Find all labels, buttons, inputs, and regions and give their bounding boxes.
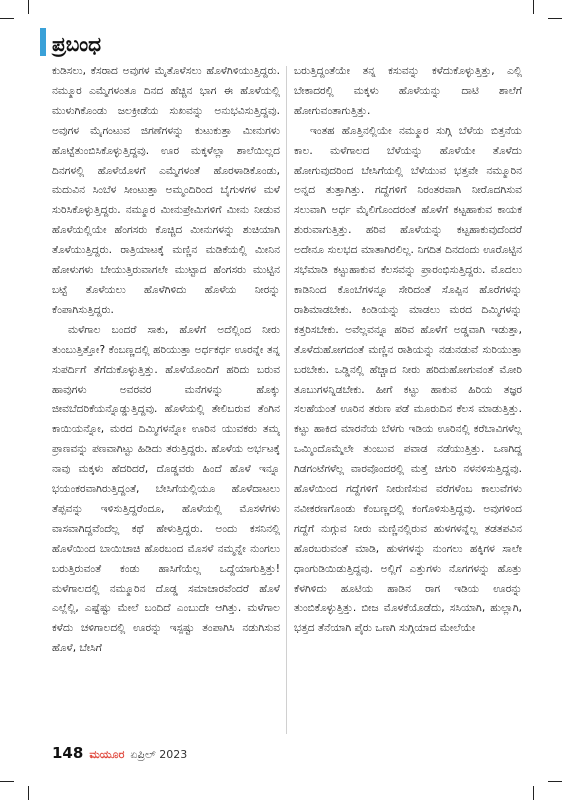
paragraph: ಇಂತಹ ಹೊತ್ತಿನಲ್ಲಿಯೇ ನಮ್ಮೂರ ಸುಗ್ಗಿ ಬೆಳೆಯ ಬಿತ್ತನೆಯ ಕಾಲ. ಮಳೆಗಾಲದ ಬೆಳೆಯನ್ನು ಹೊಳೆಯೇ ತೊಳೆದು ಹೋಗುವುದರಿಂದ ಬೇಸಿಗೆಯಲ್ಲಿ ಬೆಳೆಯುವ ಭತ್ತವೇ ನಮ್ಮೂರಿನ ಅನ್ನದ ತುತ್ತಾಗಿತ್ತು. ಗದ್ದೆಗಳಿಗೆ ನಿರಂತರವಾಗಿ ನೀರೊದಗಿಸುವ ಸಲುವಾಗಿ ಅರ್ಧ ಮೈಲಿಗೊಂದರಂತೆ ಹೊಳೆಗೆ ಕಟ್ಟಹಾಕುವ ಕಾಯಕ ಶುರುವಾಗುತ್ತಿತ್ತು. ಹರಿವ ಹೊಳೆಯನ್ನು ಕಟ್ಟಹಾಕುವುದೆಂದರೆ ಅದೇನೂ ಸುಲಭದ ಮಾತಾಗಿರಲಿಲ್ಲ. ನಿಗದಿತ ದಿನದಂದು ಊರೊಟ್ಟಿನ ಸಭೆಮಾಡಿ ಕಟ್ಟುಹಾಕುವ ಕೆಲಸವನ್ನು ಪ್ರಾರಂಭಿಸುತ್ತಿದ್ದರು. ಮೊದಲು ಕಾಡಿನಿಂದ ಕೊಂಬೆಗಳನ್ನೂ ಸೇರಿದಂತೆ ಸೊಪ್ಪಿನ ಹೊರೆಗಳನ್ನು ರಾಶಿಮಾಡಬೇಕು. ಕಿಂಡಿಯನ್ನು ಮಾಡಲು ಮರದ ದಿಮ್ಮಿಗಳನ್ನು ಕತ್ತರಿಸಬೇಕು. ಅವೆಲ್ಲವನ್ನೂ ಹರಿವ ಹೊಳೆಗೆ ಅಡ್ಡವಾಗಿ ಇಡುತ್ತಾ, ತೊಳೆದುಹೋಗದಂತೆ ಮಣ್ಣಿನ ರಾಶಿಯನ್ನು ನಡುನಡುವೆ ಸುರಿಯುತ್ತಾ ಬರಬೇಕು. ಒಡ್ಡಿನಲ್ಲಿ ಹೆಚ್ಚಾದ ನೀರು ಹರಿದುಹೋಗುವಂತೆ ಮೋರಿ ತೂಬುಗಳನ್ನಿಡಬೇಕು. ಹೀಗೆ ಕಟ್ಟು ಹಾಕುವ ಹಿರಿಯ ತಜ್ಞರ ಸಲಹೆಯಂತೆ ಊರಿನ ತರುಣ ಪಡೆ ಮೂರುದಿನ ಕೆಲಸ ಮಾಡುತ್ತಿತ್ತು. ಕಟ್ಟು ಹಾಕಿದ ಮಾರನೆಯ ಬೆಳಗು ಇಡಿಯ ಊರಿನಲ್ಲಿ ಕರೆಬಾವಿಗಳೆಲ್ಲ ಒಮ್ಮಿಂದೊಮ್ಮೆಲೇ ತುಂಬುವ ಪವಾಡ ನಡೆಯುತ್ತಿತ್ತು. ಒಣಗಿದ್ದ ಗಿಡಗಂಟೆಗಳೆಲ್ಲ ವಾರವೊಂದರಲ್ಲಿ ಮತ್ತೆ ಚಿಗುರಿ ನಳನಳಿಸುತ್ತಿದ್ದವು. ಹೊಳೆಯಿಂದ ಗದ್ದೆಗಳಿಗೆ ನೀರುಣಿಸುವ ವರೆಗಳೆಂಬ ಕಾಲುವೆಗಳು ನವೀಕರಣಗೊಂಡು ಕೆಂಬಣ್ಣದಲ್ಲಿ ಕಂಗೊಳಿಸುತ್ತಿದ್ದವು. ಅವುಗಳಿಂದ ಗದ್ದೆಗೆ ನುಗ್ಗುವ ನೀರು ಮಣ್ಣಿನಲ್ಲಿರುವ ಹುಳಗಳನ್ನೆಲ್ಲ ತಡತಪವಿನ ಹೊರಬರುವಂತೆ ಮಾಡಿ, ಹುಳಗಳನ್ನು ನುಂಗಲು ಹಕ್ಕಿಗಳ ಸಾಲೇ ಧಾಂಗುಡಿಯಿಡುತ್ತಿದ್ದವು. ಅಲ್ಲಿಗೆ ಎತ್ತುಗಳು ನೊಗಗಳನ್ನು ಹೊತ್ತು ಕೆಳಗಿಳಿದು ಹೂಟಿಯ ಹಾಡಿನ ರಾಗ ಇಡಿಯ ಊರನ್ನು ತುಂಬಿಕೊಳ್ಳುತ್ತಿತ್ತು. ಬೀಜ ಮೊಳಕೆಯೊಡೆದು, ಸಸಿಯಾಗಿ, ಹುಲ್ಲಾಗಿ, ಭತ್ತದ ತೆನೆಯಾಗಿ ಪೈರು ಒಣಗಿ ಸುಗ್ಗಿಯಾದ ಮೇಲೆಯೇ — [294, 124, 522, 635]
crop-mark — [533, 0, 534, 14]
section-accent-bar — [40, 28, 46, 56]
paragraph: ಕುಡಿಸಲು, ಕೆಸರಾದ ಅವುಗಳ ಮೈತೊಳೆಸಲು ಹೊಳೆಗಿಳಿಯುತ್ತಿದ್ದರು. ನಮ್ಮೂರ ಎಮ್ಮೆಗಳಂತೂ ದಿನದ ಹೆಚ್ಚಿನ ಭಾಗ ಈ ಹೊಳೆಯಲ್ಲಿ ಮುಳುಗಿಕೊಂಡು ಜಲಕ್ರೀಡೆಯ ಸುಖವನ್ನು ಅನುಭವಿಸುತ್ತಿದ್ದವು. ಅವುಗಳ ಮೈಗಂಟುವ ಜಿಗಣೆಗಳನ್ನು ಕುಟುಕುತ್ತಾ ಮೀನುಗಳು ಹೊಟ್ಟೆತುಂಬಿಸಿಕೊಳ್ಳುತ್ತಿದ್ದವು. ಊರ ಮಕ್ಕಳೆಲ್ಲಾ ಶಾಲೆಯಿಲ್ಲದ ದಿನಗಳಲ್ಲಿ ಹೊಳೆಯೊಳಗೆ ಎಮ್ಮೆಗಳಂತೆ ಹೊರಳಾಡಿಕೊಂಡು, ಮದುವಿನ ಸಿಂಬೆಳ ಸೀಂಟುತ್ತಾ ಅಮ್ಮಂದಿರಿಂದ ಬೈಗುಳಗಳ ಮಳೆ ಸುರಿಸಿಕೊಳ್ಳುತ್ತಿದ್ದರು. ನಮ್ಮೂರ ಮೀನುಪ್ರೇಮಿಗಳಿಗೆ ಮೀನು ನೀಡುವ ಹೊಳೆಯಲ್ಲಿಯೇ ಹೆಂಗಸರು ಕೊಚ್ಚಿದ ಮೀನುಗಳನ್ನು ಶುಚಿಯಾಗಿ ತೊಳೆಯುತ್ತಿದ್ದರು. ರಾತ್ರಿಯಾಟಕ್ಕೆ ಮಣ್ಣಿನ ಮಡಿಕೆಯಲ್ಲಿ ಮೀನಿನ ಹೋಳುಗಳು ಬೇಯುತ್ತಿರುವಾಗಲೇ ಮುಟ್ಟಾದ ಹೆಂಗಸರು ಮುಟ್ಟಿನ ಬಟ್ಟೆ ತೊಳೆಯಲು ಹೊಳೆಗಿಳಿದು ಹೊಳೆಯ ನೀರನ್ನು ಕೆಂಪಾಗಿಸುತ್ತಿದ್ದರು. — [52, 65, 280, 316]
page-footer — [52, 744, 187, 768]
paragraph: ಮಳೆಗಾಲ ಬಂದರೆ ಸಾಕು, ಹೊಳೆಗೆ ಅದೆಲ್ಲಿಂದ ನೀರು ತುಂಬುತ್ತಿತ್ತೋ? ಕೆಂಬಣ್ಣದಲ್ಲಿ ಹರಿಯುತ್ತಾ ಅರ್ಧಕರ್ಧ ಊರನ್ನೇ ತನ್ನ ಸುಪರ್ದಿಗೆ ತೆಗೆದುಕೊಳ್ಳುತ್ತಿತ್ತು. ಹೊಳೆಯೊಂದಿಗೆ ಹರಿದು ಬರುವ ಹಾವುಗಳು ಅವರವರ ಮನೆಗಳನ್ನು ಹೊಕ್ಕು ಜೀವಬೆದರಿಕೆಯನ್ನೊಡ್ಡುತ್ತಿದ್ದವು. ಹೊಳೆಯಲ್ಲಿ ತೇಲಿಬರುವ ತೆಂಗಿನ ಕಾಯಿಯನ್ನೋ, ಮರದ ದಿಮ್ಮಿಗಳನ್ನೋ ಊರಿನ ಯುವಕರು ತಮ್ಮ ಪ್ರಾಣವನ್ನು ಪಣವಾಗಿಟ್ಟು ಹಿಡಿದು ತರುತ್ತಿದ್ದರು. ಹೊಳೆಯ ಅರ್ಭಟಕ್ಕೆ ನಾವು ಮಕ್ಕಳು ಹೆದರಿದರೆ, ದೊಡ್ಡವರು ಹಿಂದೆ ಹೊಳೆ ಇನ್ನೂ ಭಯಂಕರವಾಗಿರುತ್ತಿದ್ದಂತೆ, ಬೇಸಿಗೆಯಲ್ಲಿಯೂ ಹೊಳೆದಾಟಲು ತೆಪ್ಪವನ್ನು ಇಳಿಸುತ್ತಿದ್ದರೆಂದೂ, ಹೊಳೆಯಲ್ಲಿ ಮೊಸಳೆಗಳು ವಾಸವಾಗಿದ್ದವೆಂದೆಲ್ಲ ಕಥೆ ಹೇಳುತ್ತಿದ್ದರು. ಅಂದು ಕಸನಿನಲ್ಲಿ ಹೊಳೆಯಿಂದ ಬಾಯಿಚಾಚಿ ಹೊರಬಂದ ಮೊಸಳೆ ನಮ್ಮನ್ನೇ ನುಂಗಲು ಬರುತ್ತಿರುವಂತೆ ಕಂಡು ಹಾಸಿಗೆಯೆಲ್ಲ ಒದ್ದೆಯಾಗುತ್ತಿತ್ತು! ಮಳೆಗಾಲದಲ್ಲಿ ನಮ್ಮೂರಿನ ದೊಡ್ಡ ಸಮಾಚಾರವೆಂದರೆ ಹೊಳೆ ಎಲ್ಲೆಲ್ಲಿ, ಎಷ್ಟೆಷ್ಟು ಮೇಲೆ ಬಂದಿದೆ ಎಂಬುದೇ ಆಗಿತ್ತು. ಮಳೆಗಾಲ ಕಳೆದು ಚಳಿಗಾಲದಲ್ಲಿ ಊರನ್ನು ಇಸ್ಪಷ್ಟು ತಂಪಾಗಿಸಿ ನಡುಗಿಸುವ ಹೊಳೆ, ಬೇಸಿಗೆ — [52, 323, 280, 655]
crop-mark — [533, 786, 534, 800]
crop-mark — [28, 786, 29, 800]
page-number: 148 — [52, 744, 84, 762]
crop-mark — [548, 781, 562, 782]
paragraph: ಬರುತ್ತಿದ್ದಂತೆಯೇ ತನ್ನ ಕಸುವನ್ನು ಕಳೆದುಕೊಳ್ಳುತ್ತಿತ್ತು, ಎಲ್ಲಿ ಬೇಕಾದರಲ್ಲಿ ಮಕ್ಕಳು ಹೊಳೆಯನ್ನು ದಾಟಿ ಶಾಲೆಗೆ ಹೋಗುವಂತಾಗುತ್ತಿತ್ತು. — [294, 65, 522, 117]
crop-mark — [0, 781, 14, 782]
magazine-name: ಮಯೂರ — [89, 748, 125, 761]
left-column — [52, 62, 280, 738]
crop-mark — [0, 18, 14, 19]
article-body — [52, 62, 522, 738]
section-title: ಪ್ರಬಂಧ — [52, 32, 102, 56]
issue-date: ಏಪ್ರಿಲ್ 2023 — [130, 748, 188, 761]
crop-mark — [28, 0, 29, 14]
crop-mark — [548, 18, 562, 19]
right-column — [294, 62, 522, 738]
